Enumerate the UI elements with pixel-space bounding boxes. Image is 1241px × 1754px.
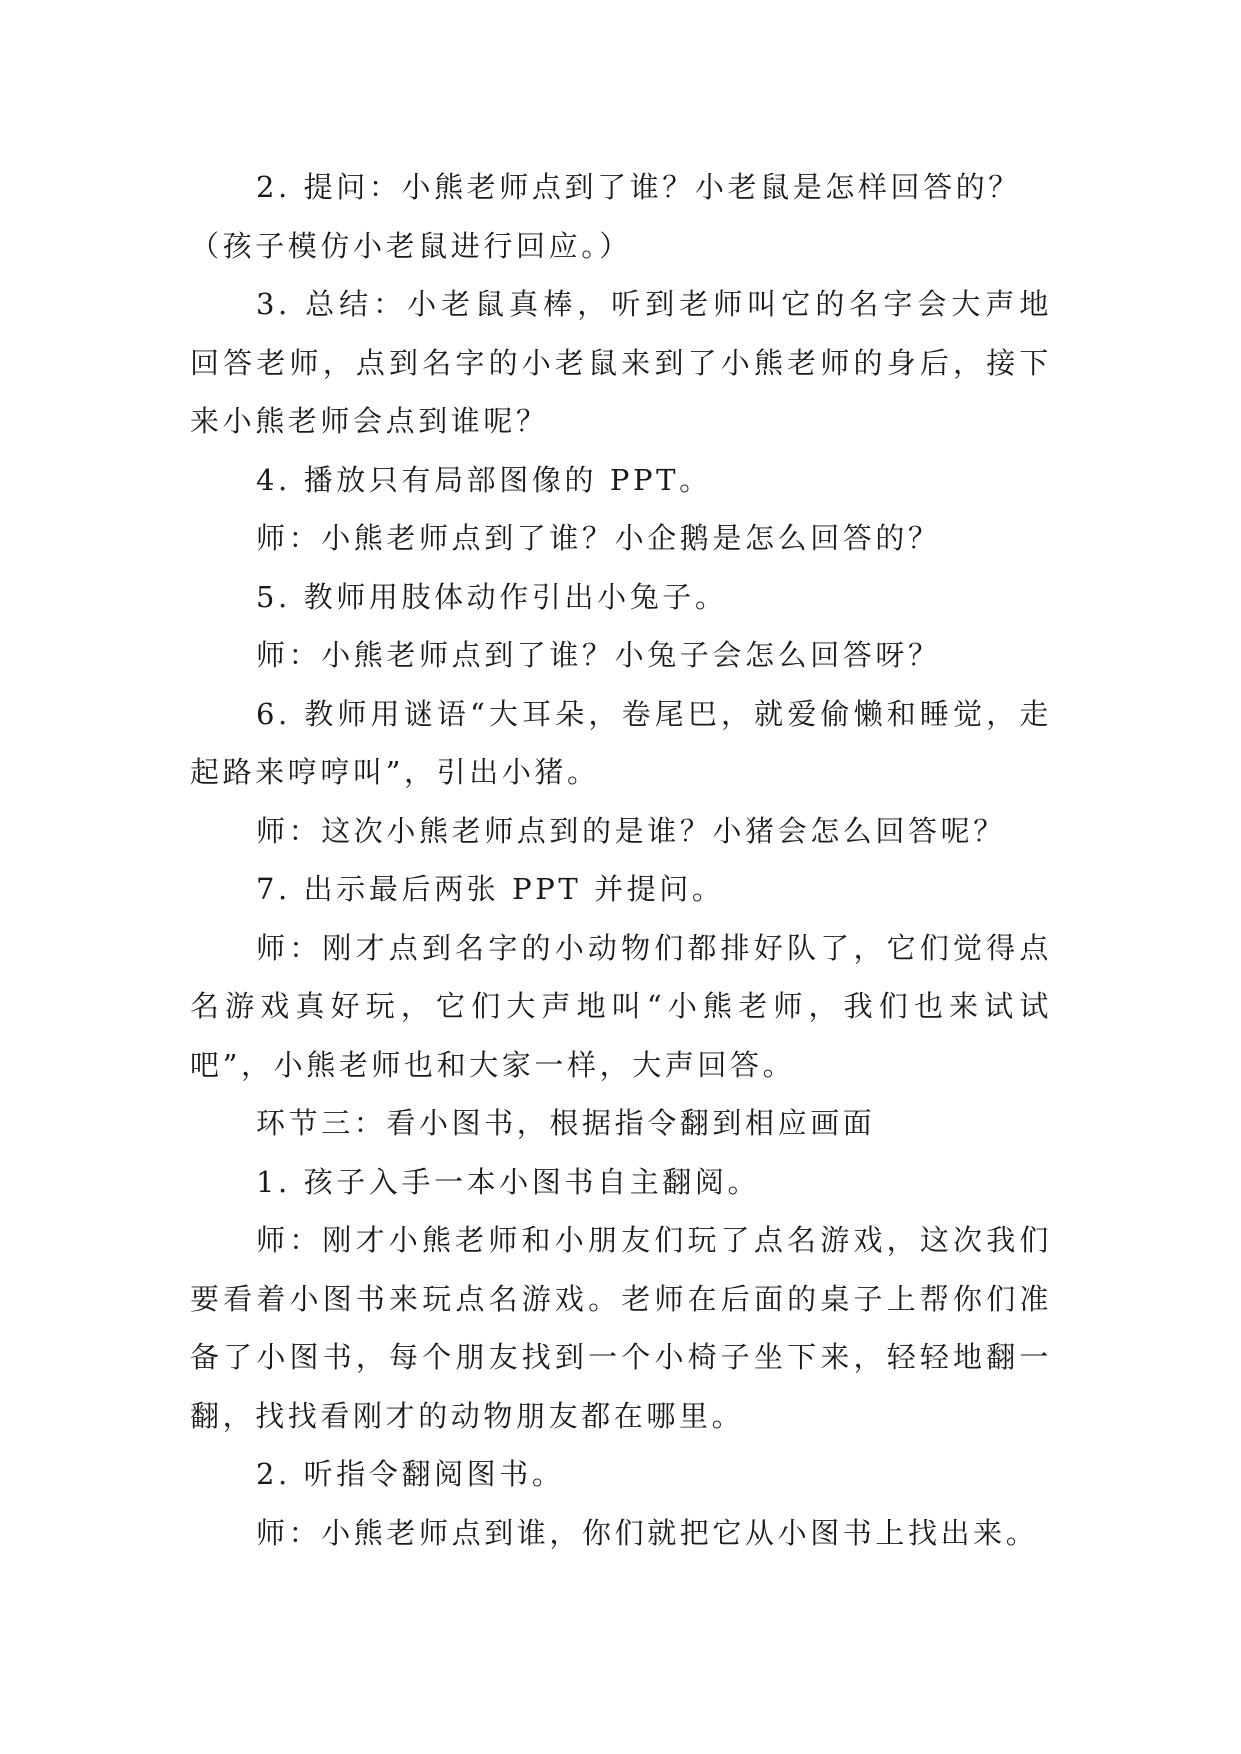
paragraph-teacher-find: 师：小熊老师点到谁，你们就把它从小图书上找出来。	[256, 1515, 1039, 1550]
paragraph-teacher-picture-book: 师：刚才小熊老师和小朋友们玩了点名游戏，这次我们要看着小图书来玩点名游戏。老师在后面的桌子上帮你们准备了小图书，每个朋友找到一个小椅子坐下来，轻轻地翻一翻，找找看刚才的动物朋友都在哪里。	[190, 1223, 1052, 1433]
paragraph-teacher-lineup: 师：刚才点到名字的小动物们都排好队了，它们觉得点名游戏真好玩，它们大声地叫“小熊老师，我们也来试试吧”，小熊老师也和大家一样，大声回答。	[190, 930, 1052, 1082]
paragraph-teacher-pig: 师：这次小熊老师点到的是谁？小猪会怎么回答呢？	[256, 813, 1006, 848]
section-heading-3: 环节三：看小图书，根据指令翻到相应画面	[256, 1106, 876, 1140]
paragraph-last-ppt: 7. 出示最后两张 PPT 并提问。	[256, 872, 725, 906]
paragraph-teacher-rabbit: 师：小熊老师点到了谁？小兔子会怎么回答呀？	[256, 638, 941, 672]
paragraph-summary: 3. 总结：小老鼠真棒，听到老师叫它的名字会大声地回答老师，点到名字的小老鼠来到了小熊老师的身后，接下来小熊老师会点到谁呢？	[190, 287, 1052, 438]
paragraph-question-mouse: 2. 提问：小熊老师点到了谁？小老鼠是怎样回答的？	[256, 170, 1021, 204]
paragraph-listen-instructions: 2. 听指令翻阅图书。	[256, 1457, 565, 1491]
paragraph-picture-book: 1. 孩子入手一本小图书自主翻阅。	[256, 1164, 761, 1199]
paragraph-teacher-penguin: 师：小熊老师点到了谁？小企鹅是怎么回答的？	[256, 521, 941, 555]
paragraph-riddle-pig: 6. 教师用谜语“大耳朵，卷尾巴，就爱偷懒和睡觉，走起路来哼哼叫”，引出小猪。	[190, 696, 1052, 789]
paragraph-child-response: （孩子模仿小老鼠进行回应。）	[190, 228, 632, 263]
document-body	[190, 158, 1052, 1562]
paragraph-body-movement: 5. 教师用肢体动作引出小兔子。	[256, 579, 728, 614]
paragraph-play-ppt: 4. 播放只有局部图像的 PPT。	[256, 462, 712, 497]
